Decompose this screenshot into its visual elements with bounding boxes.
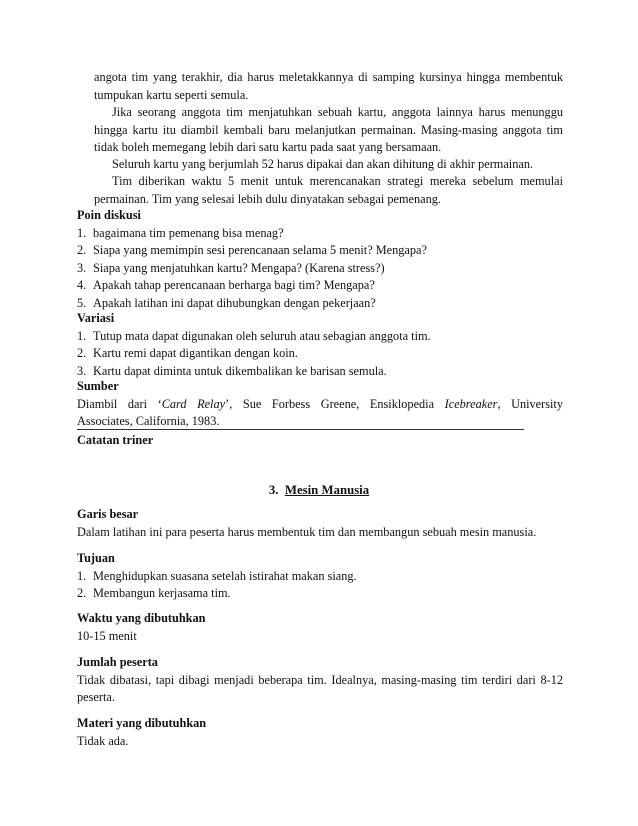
- list-item: 5. Apakah latihan ini dapat dihubungkan dengan pekerjaan?: [77, 295, 376, 310]
- list-item: 3. Kartu dapat diminta untuk dikembalikan ke barisan semula.: [77, 363, 387, 378]
- section-title: [0, 482, 638, 500]
- paragraph-text: angota tim yang terakhir, dia harus meletakkannya di samping kursinya hingga membentuk tumpukan kartu seperti semula.: [94, 70, 563, 102]
- paragraph-card-count: [94, 156, 563, 174]
- tujuan-section: [77, 550, 563, 603]
- list-item: 4. Apakah tahap perencanaan berharga bagi tim? Mengapa?: [77, 278, 375, 292]
- paragraph-text: Jika seorang anggota tim menjatuhkan sebuah kartu, anggota lainnya harus menunggu hingga kartu itu diambil kembali baru melanjutkan permainan. Masing-masing anggota tim tidak boleh memegang lebih dari satu kartu pada saat yang bersamaan.: [94, 105, 563, 154]
- sumber-section: [77, 378, 563, 431]
- section-text: 10-15 menit: [77, 628, 137, 643]
- section-heading: Waktu yang dibutuhkan: [77, 611, 206, 625]
- paragraph-time-limit: [94, 173, 563, 208]
- list-item: 1. bagaimana tim pemenang bisa menag?: [77, 225, 284, 240]
- catatan-triner-heading: Catatan triner: [77, 433, 154, 447]
- paragraph-text: Tim diberikan waktu 5 menit untuk merencanakan strategi mereka sebelum memulai permainan. Tim yang selesai lebih dulu dinyatakan sebagai pemenang.: [94, 174, 563, 206]
- list-item: 1. Menghidupkan suasana setelah istirahat makan siang.: [77, 568, 357, 583]
- section-heading: Poin diskusi: [77, 208, 141, 222]
- section-text: Dalam latihan ini para peserta harus membentuk tim dan membangun sebuah mesin manusia.: [77, 524, 537, 539]
- list-item: 2. Siapa yang memimpin sesi perencanaan selama 5 menit? Mengapa?: [77, 243, 427, 257]
- waktu-section: [77, 610, 563, 645]
- paragraph-dropped-card: [94, 104, 563, 157]
- divider-line: [77, 429, 524, 430]
- section-text: Tidak dibatasi, tapi dibagi menjadi beberapa tim. Idealnya, masing-masing tim terdiri dari 8-12 peserta.: [77, 672, 563, 704]
- variasi-section: [77, 310, 563, 380]
- section-heading: Tujuan: [77, 551, 115, 565]
- section-title-text: Mesin Manusia: [284, 483, 370, 497]
- section-heading: Materi yang dibutuhkan: [77, 716, 207, 730]
- list-item: 2. Membangun kerjasama tim.: [77, 586, 231, 600]
- list-item: 2. Kartu remi dapat digantikan dengan koin.: [77, 346, 298, 360]
- materi-section: [77, 715, 563, 750]
- section-heading: Garis besar: [77, 507, 139, 521]
- section-heading: Jumlah peserta: [77, 655, 158, 669]
- source-citation: Diambil dari ‘Card Relay’, Sue Forbess Greene, Ensiklopedia Icebreaker, University: [77, 396, 563, 411]
- source-citation-cont: Associates, California, 1983.: [77, 414, 220, 428]
- paragraph-card-stack: [94, 69, 563, 104]
- section-number: 3.: [268, 483, 279, 497]
- poin-diskusi-section: [77, 207, 563, 312]
- section-heading: Variasi: [77, 311, 115, 325]
- list-item: 3. Siapa yang menjatuhkan kartu? Mengapa? (Karena stress?): [77, 260, 385, 275]
- garis-besar-section: [77, 506, 563, 541]
- jumlah-peserta-section: [77, 654, 563, 707]
- section-text: Tidak ada.: [77, 733, 129, 748]
- section-heading: Sumber: [77, 379, 119, 393]
- list-item: 1. Tutup mata dapat digunakan oleh seluruh atau sebagian anggota tim.: [77, 328, 431, 343]
- paragraph-text: Seluruh kartu yang berjumlah 52 harus dipakai dan akan dihitung di akhir permainan.: [112, 157, 534, 171]
